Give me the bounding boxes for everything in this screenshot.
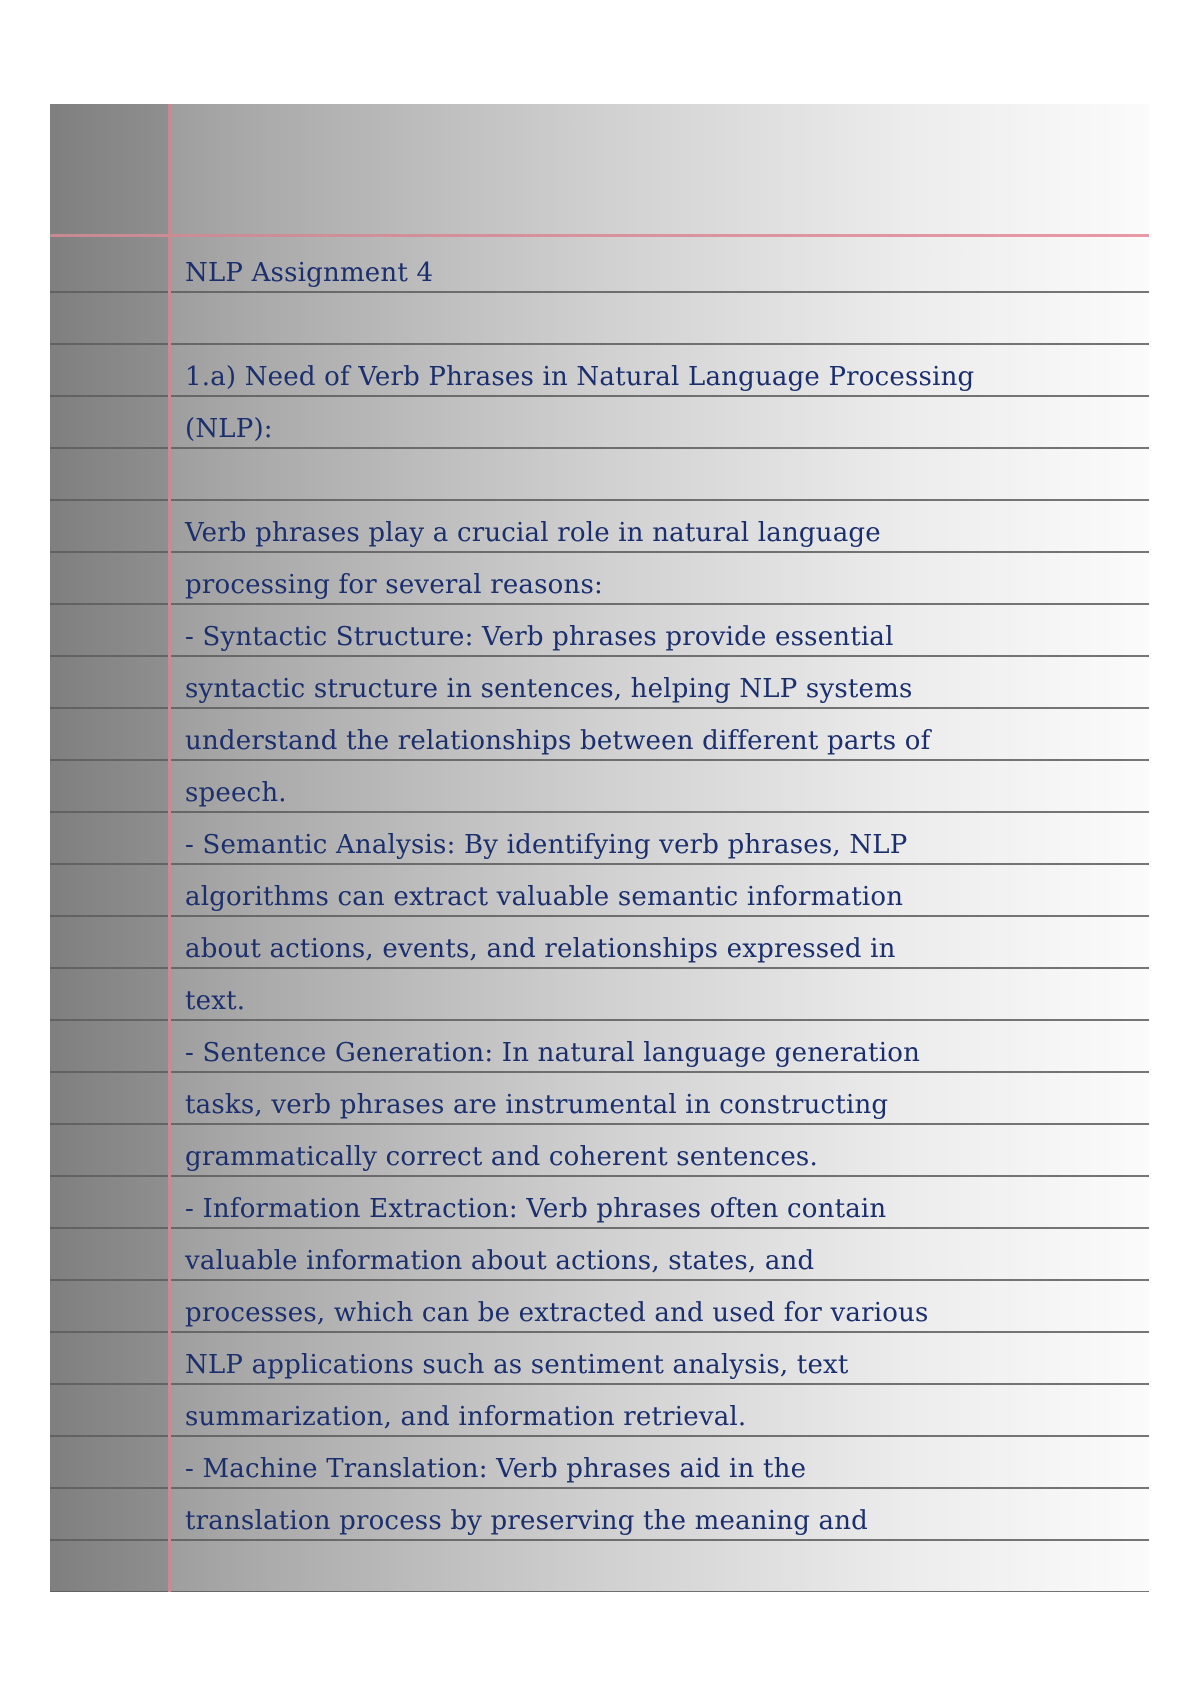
top-header-rule: [50, 234, 1149, 237]
text-line: processing for several reasons:: [185, 570, 603, 600]
text-line: summarization, and information retrieval.: [185, 1402, 747, 1432]
ruled-line: [50, 1591, 1149, 1592]
text-line: valuable information about actions, states, and: [185, 1246, 815, 1276]
text-line: (NLP):: [185, 414, 273, 444]
text-line: Verb phrases play a crucial role in natural language: [185, 518, 881, 548]
text-line: tasks, verb phrases are instrumental in constructing: [185, 1090, 889, 1120]
text-line: NLP Assignment 4: [185, 258, 434, 288]
text-line: speech.: [185, 778, 287, 808]
text-line: 1.a) Need of Verb Phrases in Natural Language Processing: [185, 362, 975, 392]
margin-line: [168, 104, 171, 1592]
text-line: about actions, events, and relationships expressed in: [185, 934, 896, 964]
text-line: [185, 455, 1135, 507]
text-line: text.: [185, 986, 246, 1016]
text-line: - Semantic Analysis: By identifying verb phrases, NLP: [185, 830, 908, 860]
text-line: NLP applications such as sentiment analysis, text: [185, 1350, 849, 1380]
text-line: - Machine Translation: Verb phrases aid in the: [185, 1454, 807, 1484]
paper-margin-band: [50, 104, 168, 1592]
text-line: syntactic structure in sentences, helping NLP systems: [185, 674, 913, 704]
text-line: - Sentence Generation: In natural language generation: [185, 1038, 921, 1068]
notebook-page: [50, 104, 1149, 1592]
text-line: algorithms can extract valuable semantic information: [185, 882, 904, 912]
text-line: translation process by preserving the meaning and: [185, 1506, 868, 1536]
text-line: [185, 299, 1135, 351]
text-line: grammatically correct and coherent sentences.: [185, 1142, 818, 1172]
text-line: - Information Extraction: Verb phrases often contain: [185, 1194, 887, 1224]
text-line: processes, which can be extracted and used for various: [185, 1298, 929, 1328]
text-line: understand the relationships between different parts of: [185, 726, 931, 756]
text-line: - Syntactic Structure: Verb phrases provide essential: [185, 622, 894, 652]
